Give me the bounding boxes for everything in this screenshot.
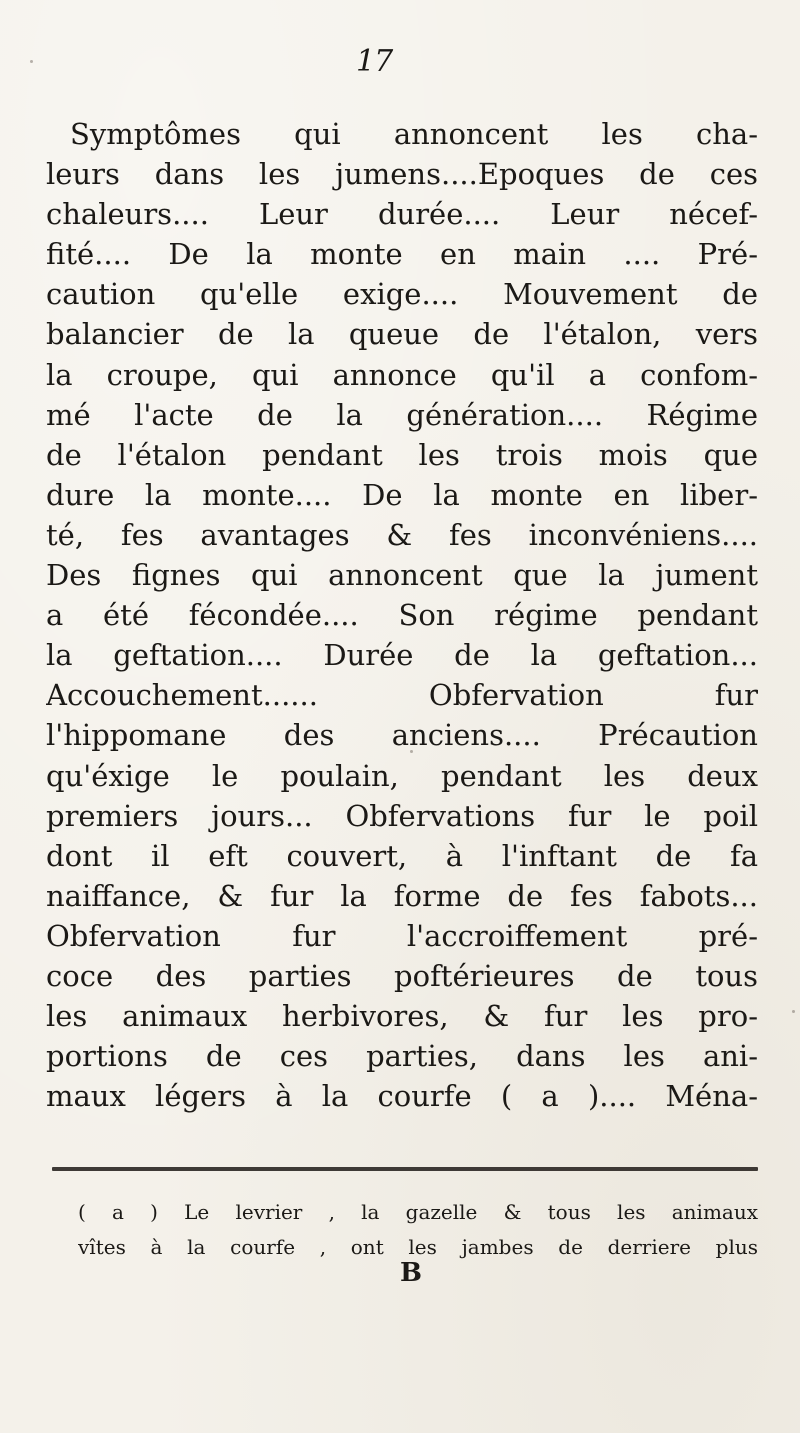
body-line: coce des parties poftérieures de tous [46, 958, 758, 993]
paper-speck [792, 1010, 795, 1013]
body-line: leurs dans les jumens....Epoques de ces [46, 157, 758, 192]
body-line: mé l'acte de la génération.... Régime [46, 397, 758, 432]
body-line: la croupe, qui annonce qu'il a confom- [46, 357, 758, 392]
paper-speck [30, 60, 33, 63]
body-line: les animaux herbivores, & fur les pro- [46, 999, 758, 1034]
body-line: chaleurs.... Leur durée.... Leur nécef- [46, 197, 758, 232]
footnote-rule [52, 1167, 758, 1171]
body-line: balancier de la queue de l'étalon, vers [46, 317, 758, 352]
body-line: naiffance, & fur la forme de fes fabots... [46, 878, 758, 913]
body-line: dure la monte.... De la monte en liber- [46, 477, 758, 512]
body-line: caution qu'elle exige.... Mouvement de [46, 277, 758, 312]
body-line: fité.... De la monte en main .... Pré- [46, 237, 758, 272]
body-line: premiers jours... Obfervations fur le poil [46, 798, 758, 833]
paper-speck [410, 750, 413, 753]
body-line: Symptômes qui annoncent les cha- [70, 117, 758, 151]
footnote-line: vîtes à la courfe , ont les jambes de derriere plus [78, 1235, 758, 1259]
body-line: de l'étalon pendant les trois mois que [46, 437, 758, 472]
body-line: Des fignes qui annoncent que la jument [46, 558, 758, 593]
body-line: a été fécondée.... Son régime pendant [46, 598, 758, 633]
body-text [46, 114, 758, 1116]
signature-mark: B [400, 1258, 422, 1288]
body-line: dont il eft couvert, à l'inftant de fa [46, 838, 758, 873]
body-line: Obfervation fur l'accroiffement pré- [46, 918, 758, 953]
body-line: l'hippomane des anciens.... Précaution [46, 718, 758, 753]
body-line: qu'éxige le poulain, pendant les deux [46, 758, 758, 793]
footnote-line: ( a ) Le levrier , la gazelle & tous les animaux [78, 1200, 758, 1224]
body-line: maux légers à la courfe ( a ).... Ména- [46, 1079, 758, 1114]
footnote [78, 1195, 758, 1265]
body-line: té, fes avantages & fes inconvéniens.... [46, 517, 758, 552]
body-line: portions de ces parties, dans les ani- [46, 1039, 758, 1074]
page-number: 17 [356, 44, 393, 79]
body-line: Accouchement...... Obfervation fur [46, 678, 758, 713]
body-line: la geftation.... Durée de la geftation... [46, 638, 758, 673]
